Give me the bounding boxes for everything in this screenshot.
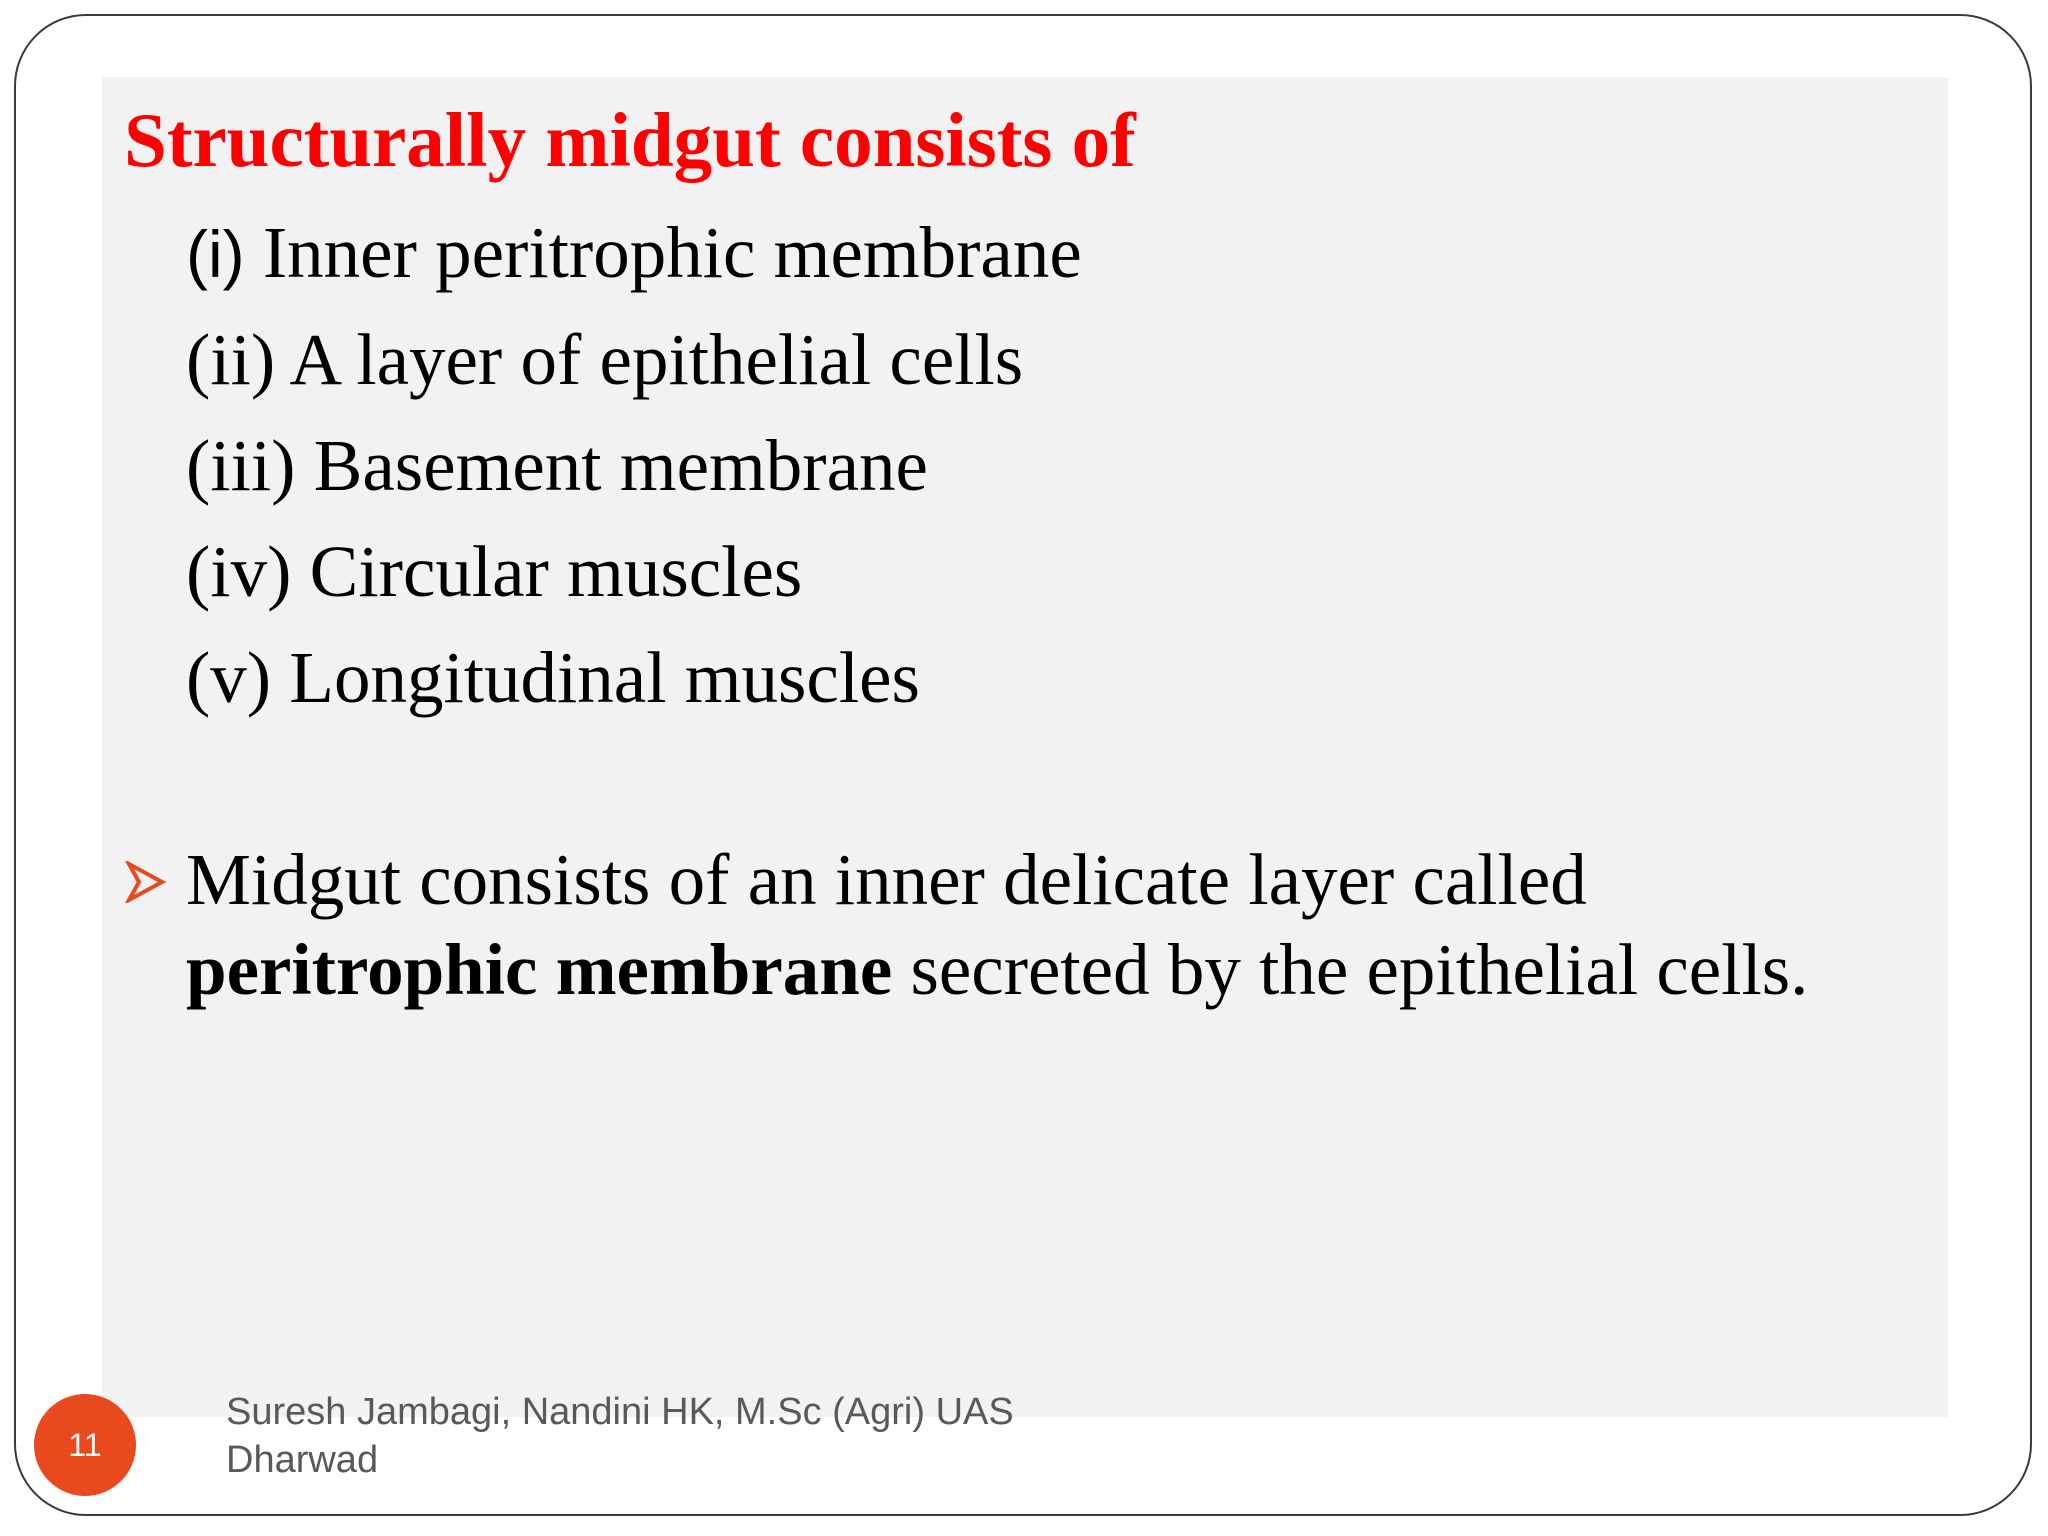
footer-credit: Suresh Jambagi, Nandini HK, M.Sc (Agri) UAS Dharwad xyxy=(226,1391,1014,1481)
bullet-paragraph xyxy=(124,835,1904,1015)
layer-item xyxy=(186,519,1082,625)
layer-item xyxy=(186,200,1082,307)
layer-item xyxy=(186,307,1082,413)
slide-title: Structurally midgut consists of xyxy=(124,97,1136,183)
layer-number: (iv) xyxy=(186,531,292,612)
layer-number: (ii) xyxy=(186,319,276,400)
layer-item xyxy=(186,625,1082,731)
page-number-badge: 11 xyxy=(34,1394,136,1496)
arrowhead-bullet-icon xyxy=(124,861,166,903)
layer-text: Longitudinal muscles xyxy=(271,637,920,718)
midgut-layer-list xyxy=(186,200,1082,731)
layer-text: A layer of epithelial cells xyxy=(275,319,1024,400)
layer-item xyxy=(186,413,1082,519)
layer-number: (i) xyxy=(186,217,245,291)
bullet-tail: secreted by the epithelial cells. xyxy=(892,929,1809,1010)
bullet-lead: Midgut consists of an inner delicate layer called xyxy=(186,839,1587,920)
layer-number: (v) xyxy=(186,637,272,718)
bullet-text xyxy=(186,835,1904,1015)
layer-number: (iii) xyxy=(186,425,296,506)
layer-text: Circular muscles xyxy=(291,531,803,612)
bullet-bold-term: peritrophic membrane xyxy=(186,929,893,1010)
layer-text: Inner peritrophic membrane xyxy=(244,212,1082,293)
layer-text: Basement membrane xyxy=(295,425,928,506)
